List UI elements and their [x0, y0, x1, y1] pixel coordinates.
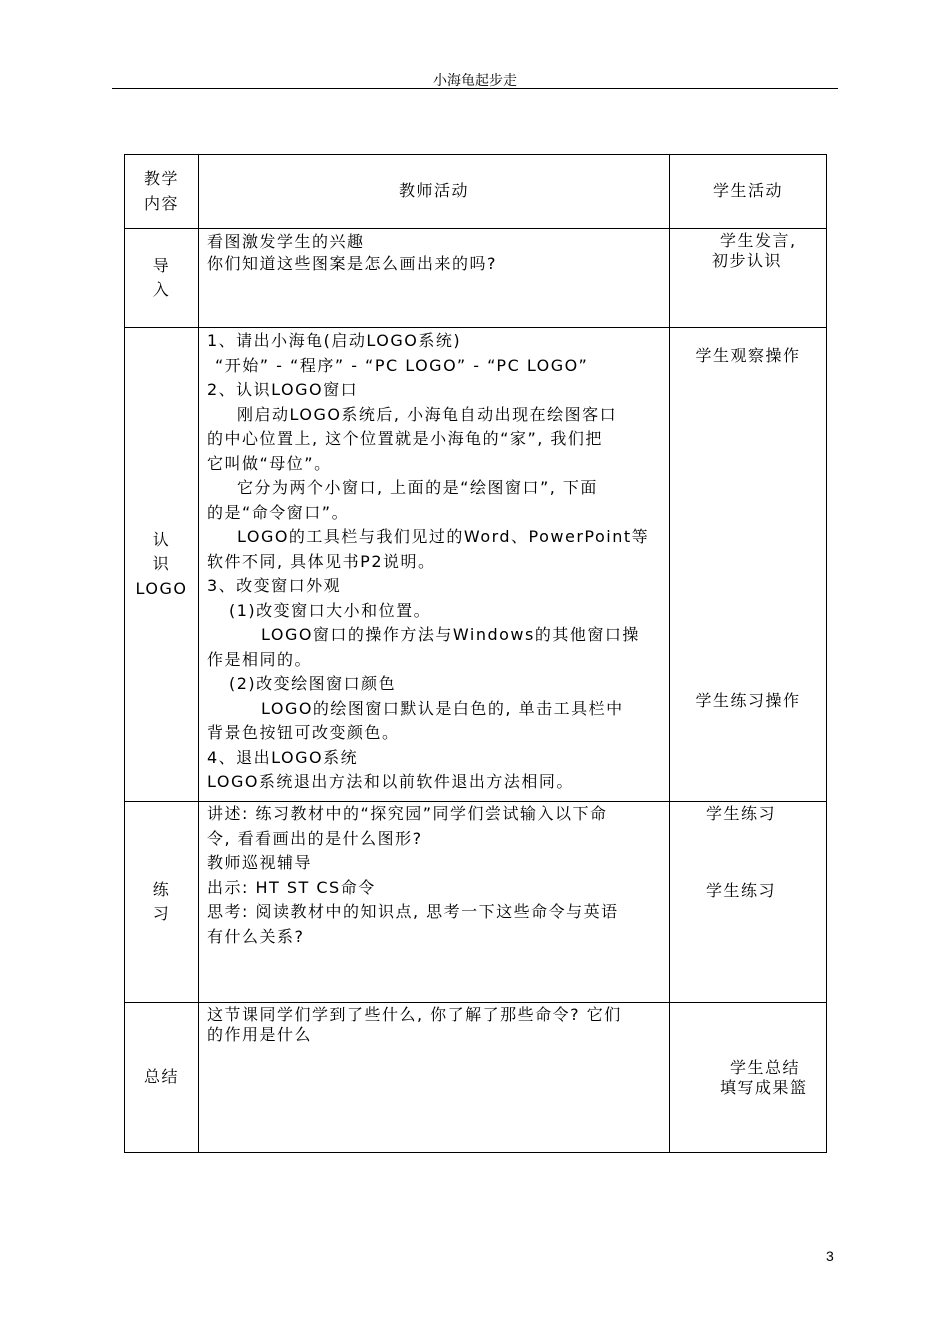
table-row-logo: [125, 328, 827, 802]
student-activity-cell: 学生练习 学生练习: [670, 802, 827, 1003]
table-row-summary: [125, 1003, 827, 1153]
student-activity-cell: 学生发言, 初步认识: [670, 229, 827, 328]
header-teacher-cell: 教师活动: [199, 155, 670, 229]
row-label: 练 习: [125, 802, 199, 1003]
lesson-plan-table: [124, 154, 827, 1153]
header-rule: [112, 88, 838, 89]
header-student-cell: 学生活动: [670, 155, 827, 229]
page-number: 3: [826, 1248, 834, 1264]
header-content-cell: 教学 内容: [125, 155, 199, 229]
page-header-title: 小海龟起步走: [433, 73, 517, 89]
student-activity-cell: 学生总结 填写成果篮: [670, 1003, 827, 1153]
table-row-intro: [125, 229, 827, 328]
teacher-activity-cell: 看图激发学生的兴趣 你们知道这些图案是怎么画出来的吗?: [199, 229, 670, 328]
teacher-activity-cell: 这节课同学们学到了些什么, 你了解了那些命令? 它们 的作用是什么: [199, 1003, 670, 1153]
table-header-row: [125, 155, 827, 229]
table-row-practice: [125, 802, 827, 1003]
teacher-activity-cell: 1、请出小海龟(启动LOGO系统) “开始” - “程序” - “PC LOGO” - “PC LOGO” 2、认识LOGO窗口 刚启动LOGO系统后, 小海龟自动出现在绘图客口 的中心位置上, 这个位置就是小海龟的“家”, 我们把 它叫做“母位”。 它分为两个小窗口, 上面的是“绘图窗口”, 下面 的是“命令窗口”。 LOGO的工具栏与我们见过的Word、PowerPoint等 软件不同, 具体见书P2说明。 3、改变窗口外观 (1)改变窗口大小和位置。 LOGO窗口的操作方法与Windows的其他窗口操 作是相同的。 (2)改变绘图窗口颜色 LOGO的绘图窗口默认是白色的, 单击工具栏中 背景色按钮可改变颜色。 4、退出LOGO系统 LOGO系统退出方法和以前软件退出方法相同。: [199, 328, 670, 802]
student-activity-cell: 学生观察操作 学生练习操作: [670, 328, 827, 802]
row-label: 认 识 LOGO: [125, 328, 199, 802]
teacher-activity-cell: 讲述: 练习教材中的“探究园”同学们尝试输入以下命 令, 看看画出的是什么图形? 教师巡视辅导 出示: HT ST CS命令 思考: 阅读教材中的知识点, 思考一下这些命令与英语 有什么关系?: [199, 802, 670, 1003]
row-label: 总结: [125, 1003, 199, 1153]
row-label: 导 入: [125, 229, 199, 328]
